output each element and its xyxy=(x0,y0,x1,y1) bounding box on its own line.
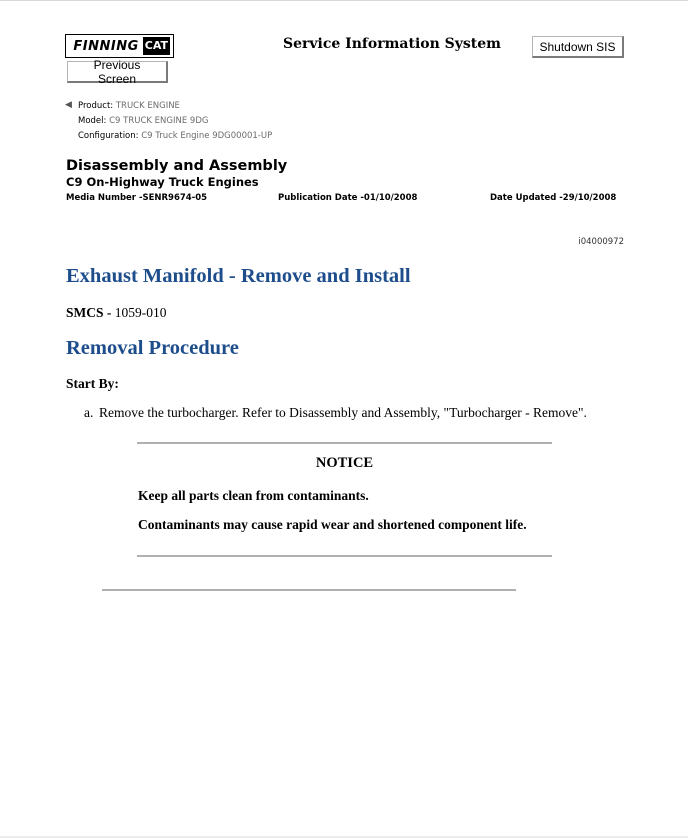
date-updated: Date Updated -29/10/2008 xyxy=(490,193,617,203)
document-title: Disassembly and Assembly xyxy=(66,158,288,174)
start-by-label: Start By: xyxy=(66,376,119,391)
notice-line-2: Contaminants may cause rapid wear and shortened component life. xyxy=(138,517,527,532)
back-arrow-icon[interactable]: ◀ xyxy=(65,100,72,110)
notice-top-rule xyxy=(137,442,552,444)
smcs-code: SMCS - 1059-010 xyxy=(66,305,167,320)
notice-title: NOTICE xyxy=(315,455,374,471)
configuration-line: Configuration: C9 Truck Engine 9DG00001-UP xyxy=(78,131,273,141)
previous-screen-button[interactable]: Previous Screen xyxy=(67,61,168,83)
configuration-link[interactable]: C9 Truck Engine 9DG00001-UP xyxy=(141,131,273,141)
notice-bottom-rule xyxy=(137,555,552,557)
notice-line-1: Keep all parts clean from contaminants. xyxy=(138,488,369,503)
document-id: i04000972 xyxy=(578,237,624,247)
finning-cat-logo xyxy=(65,34,174,58)
logo-finning-text: FINNING xyxy=(73,38,139,54)
cat-logo-icon: CAT xyxy=(143,37,170,55)
document-subtitle: C9 On-Highway Truck Engines xyxy=(66,175,259,189)
publication-date: Publication Date -01/10/2008 xyxy=(278,193,418,203)
step-item: a. Remove the turbocharger. Refer to Disassembly and Assembly, "Turbocharger - Remove". xyxy=(84,405,587,420)
product-line: Product: TRUCK ENGINE xyxy=(78,101,180,111)
top-border xyxy=(0,0,688,1)
model-link[interactable]: C9 TRUCK ENGINE 9DG xyxy=(109,116,209,126)
system-title: Service Information System xyxy=(283,36,501,52)
page-heading: Exhaust Manifold - Remove and Install xyxy=(66,265,411,287)
product-link[interactable]: TRUCK ENGINE xyxy=(115,101,180,111)
media-number: Media Number -SENR9674-05 xyxy=(66,193,208,203)
section-heading: Removal Procedure xyxy=(66,337,239,359)
step-text: Remove the turbocharger. Refer to Disassembly and Assembly, "Turbocharger - Remove". xyxy=(99,405,587,420)
shutdown-sis-button[interactable]: Shutdown SIS xyxy=(532,36,624,58)
model-line: Model: C9 TRUCK ENGINE 9DG xyxy=(78,116,209,126)
content-end-rule xyxy=(102,589,516,591)
